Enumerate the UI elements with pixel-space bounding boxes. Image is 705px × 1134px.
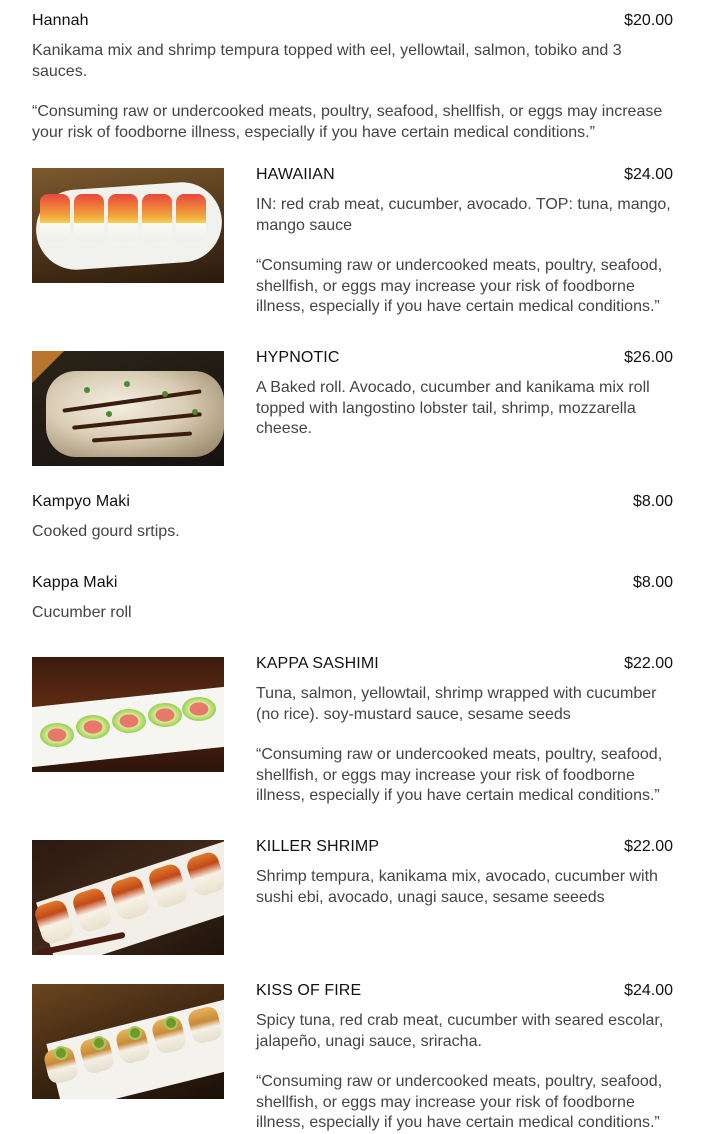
menu-item-body	[256, 347, 673, 491]
menu-item-name: HAWAIIAN	[256, 166, 335, 183]
kappa-sashimi-photo[interactable]	[32, 657, 224, 772]
menu-item-kappa-sashimi[interactable]	[32, 653, 673, 836]
menu-item-description: Shrimp tempura, kanikama mix, avocado, cucumber with sushi ebi, avocado, unagi sauce, sesame seeeds	[256, 868, 658, 906]
menu-item-body	[256, 653, 673, 836]
menu-item-description: Cooked gourd srtips.	[32, 523, 180, 540]
menu-item-body	[32, 572, 673, 653]
menu-item-price: $26.00	[624, 349, 673, 366]
menu-item-header	[32, 10, 673, 31]
menu-item-description: A Baked roll. Avocado, cucumber and kanikama mix roll topped with langostino lobster tail, shrimp, mozzarella cheese.	[256, 379, 650, 437]
menu-item-hawaiian[interactable]	[32, 164, 673, 347]
menu-item-name: KAPPA SASHIMI	[256, 655, 379, 672]
raw-food-notice: “Consuming raw or undercooked meats, poultry, seafood, shellfish, or eggs may increase your risk of foodborne illness, especially if you have certain medical conditions.”	[32, 103, 663, 141]
menu-item-price: $24.00	[624, 166, 673, 183]
menu-item-description: Cucumber roll	[32, 604, 132, 621]
menu-item-price: $22.00	[624, 838, 673, 855]
menu-item-name: Kampyo Maki	[32, 493, 131, 510]
menu-item-description: Tuna, salmon, yellowtail, shrimp wrapped with cucumber (no rice). soy-mustard sauce, sesame seeds	[256, 685, 657, 723]
menu-item-description: Kanikama mix and shrimp tempura topped with eel, yellowtail, salmon, tobiko and 3 sauces.	[32, 42, 622, 80]
menu-item-kiss-of-fire[interactable]	[32, 980, 673, 1130]
menu-item-name: KILLER SHRIMP	[256, 838, 380, 855]
menu-list	[32, 10, 673, 1130]
menu-item-header	[256, 653, 673, 674]
menu-item-name: KISS OF FIRE	[256, 982, 362, 999]
menu-item-header	[256, 980, 673, 1001]
menu-item-hannah[interactable]	[32, 10, 673, 164]
menu-item-body	[32, 491, 673, 572]
menu-item-description: Spicy tuna, red crab meat, cucumber with seared escolar, jalapeño, unagi sauce, sriracha.	[256, 1012, 664, 1050]
menu-item-body	[256, 980, 673, 1130]
menu-item-name: Hannah	[32, 12, 89, 29]
menu-item-header	[256, 347, 673, 368]
kiss-of-fire-photo[interactable]	[32, 984, 224, 1099]
menu-item-name: Kappa Maki	[32, 574, 118, 591]
menu-item-header	[256, 164, 673, 185]
raw-food-notice: “Consuming raw or undercooked meats, poultry, seafood, shellfish, or eggs may increase your risk of foodborne illness, especially if you have certain medical conditions.”	[256, 1073, 663, 1131]
menu-item-header	[256, 836, 673, 857]
menu-item-price: $8.00	[632, 493, 673, 510]
menu-item-name: HYPNOTIC	[256, 349, 340, 366]
menu-item-hypnotic[interactable]	[32, 347, 673, 491]
menu-item-body	[32, 10, 673, 164]
killer-shrimp-photo[interactable]	[32, 840, 224, 955]
raw-food-notice: “Consuming raw or undercooked meats, poultry, seafood, shellfish, or eggs may increase your risk of foodborne illness, especially if you have certain medical conditions.”	[256, 746, 663, 804]
menu-item-header	[32, 572, 673, 593]
raw-food-notice: “Consuming raw or undercooked meats, poultry, seafood, shellfish, or eggs may increase your risk of foodborne illness, especially if you have certain medical conditions.”	[256, 257, 663, 315]
menu-item-description: IN: red crab meat, cucumber, avocado. TOP: tuna, mango, mango sauce	[256, 196, 671, 234]
menu-item-kappa-maki[interactable]	[32, 572, 673, 653]
menu-item-header	[32, 491, 673, 512]
menu-item-price: $8.00	[632, 574, 673, 591]
menu-item-body	[256, 164, 673, 347]
menu-item-killer-shrimp[interactable]	[32, 836, 673, 980]
menu-item-price: $20.00	[624, 12, 673, 29]
menu-item-kampyo-maki[interactable]	[32, 491, 673, 572]
menu-item-body	[256, 836, 673, 980]
hypnotic-roll-photo[interactable]	[32, 351, 224, 466]
menu-item-price: $24.00	[624, 982, 673, 999]
menu-item-price: $22.00	[624, 655, 673, 672]
hawaiian-roll-photo[interactable]	[32, 168, 224, 283]
